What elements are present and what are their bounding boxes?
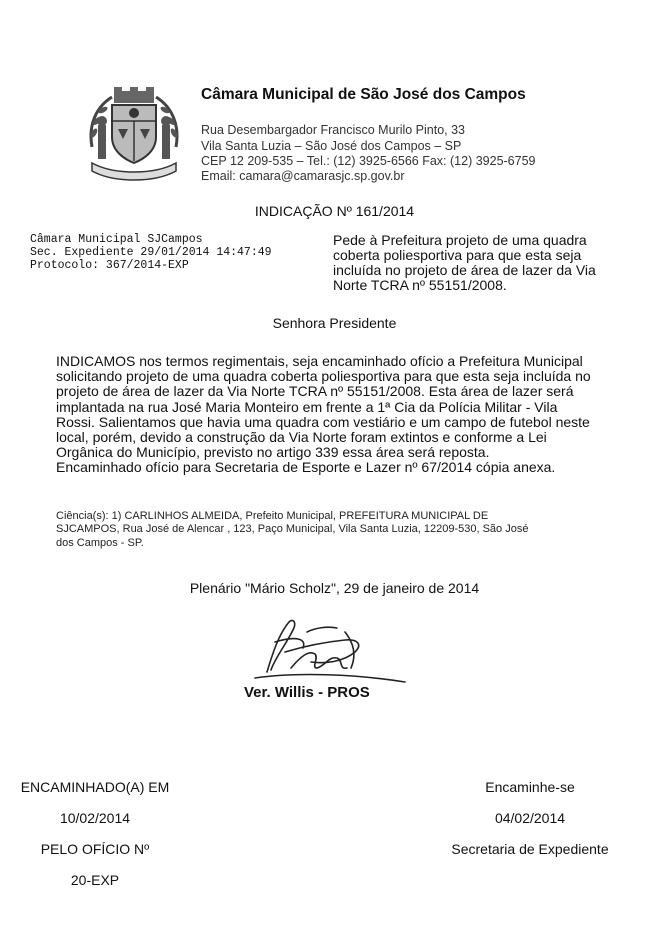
address-line-3: CEP 12 209-535 – Tel.: (12) 3925-6566 Fax: (12) 3925-6759: [201, 154, 536, 168]
body-paragraph: [56, 354, 656, 476]
signer-name: Ver. Willis - PROS: [244, 684, 370, 701]
stamp-line: Câmara Municipal SJCampos: [30, 233, 203, 246]
footer-encaminhe-date: 04/02/2014: [494, 810, 566, 826]
body-line: Rossi. Salientamos que havia uma quadra com vestiário e um campo de futebol neste: [56, 413, 590, 430]
body-line: local, porém, devido a construção da Via Norte foram extintos e conforme a Lei: [56, 429, 547, 446]
body-line: Encaminhado ofício para Secretaria de Esporte e Lazer nº 67/2014 cópia anexa.: [56, 459, 556, 476]
address-line-1: Rua Desembargador Francisco Murilo Pinto, 33: [201, 123, 466, 137]
footer-oficio-number: 20-EXP: [70, 872, 120, 888]
footer-encaminhe-label: Encaminhe-se: [485, 779, 575, 795]
stamp-line: Protocolo: 367/2014-EXP: [30, 259, 189, 272]
stamp-line: Sec. Expediente 29/01/2014 14:47:49: [30, 246, 272, 259]
coat-of-arms-icon: [84, 85, 184, 185]
ciencia-line: SJCAMPOS, Rua José de Alencar , 123, Paço Municipal, Vila Santa Luzia, 12209-530, São José: [56, 523, 529, 536]
document-title: INDICAÇÃO Nº 161/2014: [254, 203, 415, 219]
ciencia-line: Ciência(s): 1) CARLINHOS ALMEIDA, Prefeito Municipal, PREFEITURA MUNICIPAL DE: [56, 510, 489, 522]
body-line: projeto de área de lazer da Via Norte TCRA nº 55151/2008. Esta área de lazer será: [56, 383, 574, 400]
ciencia-line: dos Campos - SP.: [56, 536, 144, 549]
footer-forwarded-date: 10/02/2014: [59, 810, 131, 826]
body-line: implantada na rua José Maria Monteiro em frente a 1ª Cia da Polícia Militar - Vila: [56, 398, 558, 415]
address-line-2: Vila Santa Luzia – São José dos Campos – SP: [201, 139, 462, 153]
document-summary: Pede à Prefeitura projeto de uma quadra coberta poliesportiva para que esta seja incluída no projeto de área de lazer da Via Norte TCRA nº 55151/2008.: [333, 232, 596, 293]
handwritten-signature-icon: [245, 612, 415, 684]
footer-oficio-label: PELO OFÍCIO Nº: [40, 841, 150, 857]
body-line: INDICAMOS nos termos regimentais, seja encaminhado ofício a Prefeitura Municipal: [56, 353, 583, 369]
greeting: Senhora Presidente: [272, 315, 397, 331]
body-line: solicitando projeto de uma quadra coberta poliesportiva para que esta seja incluída no: [56, 368, 591, 385]
footer-forwarded-label: ENCAMINHADO(A) EM: [20, 779, 170, 795]
institution-name: Câmara Municipal de São José dos Campos: [201, 86, 526, 103]
protocol-stamp: [30, 233, 272, 272]
footer-secretaria: Secretaria de Expediente: [451, 841, 609, 857]
ciencia-note: [56, 510, 626, 550]
body-line: Orgânica do Município, previsto no artigo 339 essa área será reposta.: [56, 444, 490, 461]
email-line: Email: camara@camarasjc.sp.gov.br: [201, 169, 405, 183]
plenario-date: Plenário "Mário Scholz", 29 de janeiro de 2014: [189, 580, 480, 596]
